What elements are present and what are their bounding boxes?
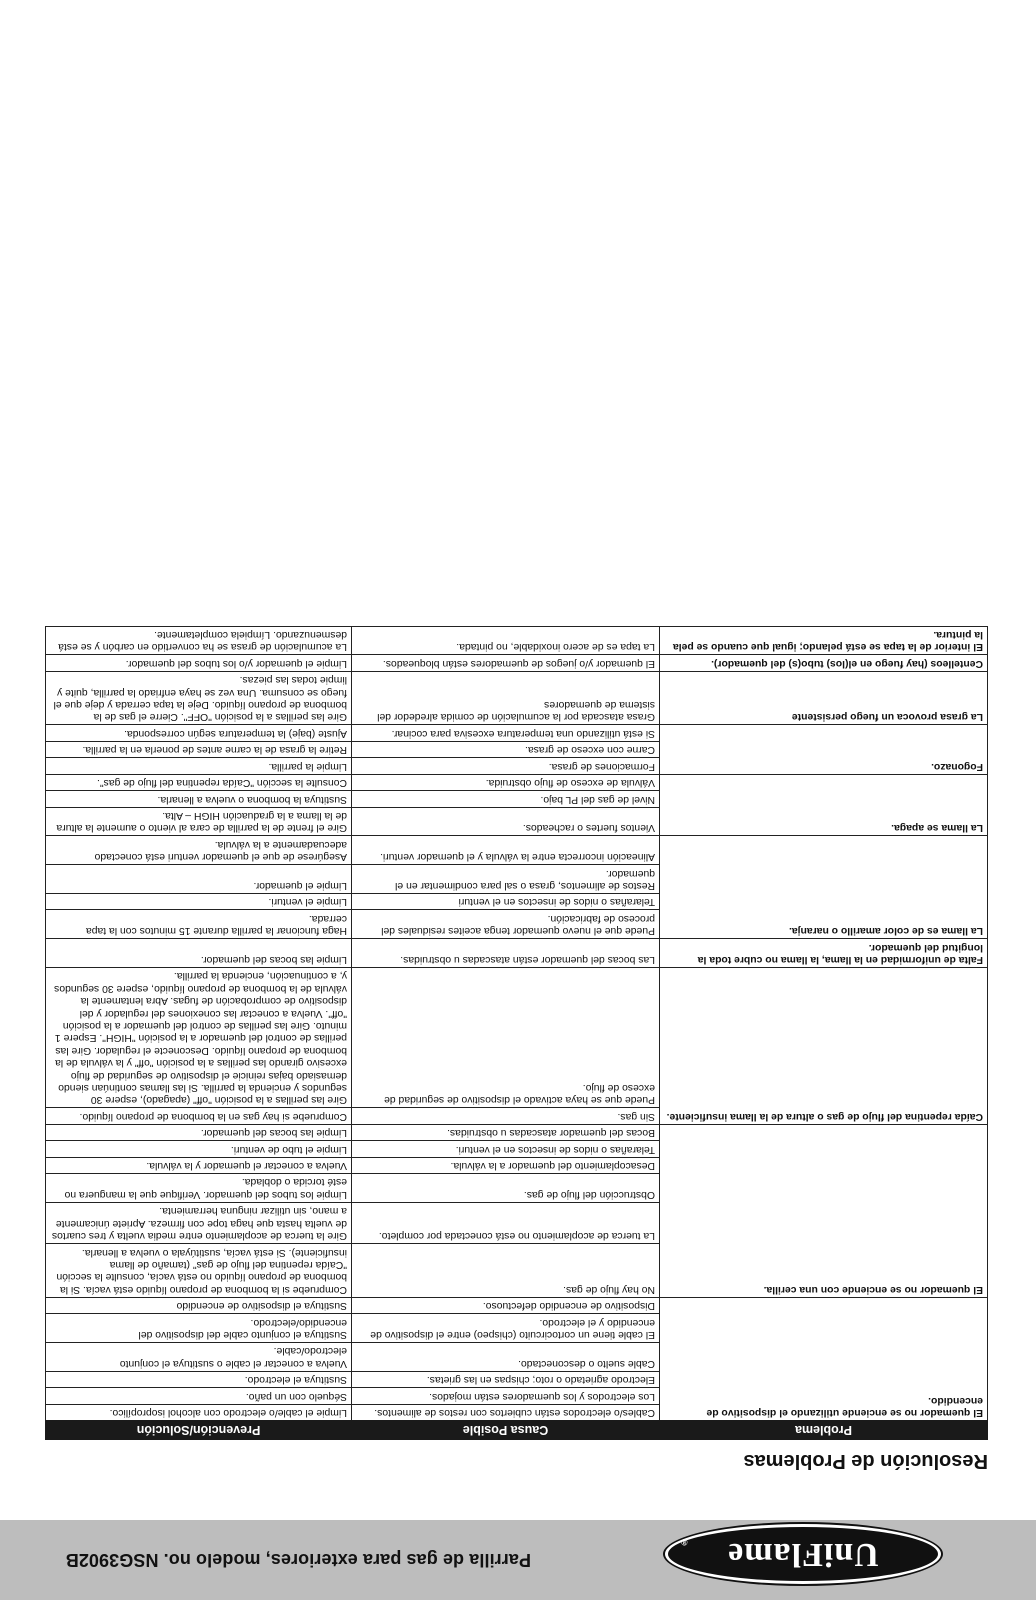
table-row	[46, 671, 988, 725]
solution-cell: Limpie los tubos del quemador. Verifique que la manguera no esté torcida o doblada.	[46, 1174, 352, 1203]
solution-cell: Limpie el quemador.	[46, 865, 352, 894]
troubleshooting-table	[45, 626, 988, 1440]
column-header-cause: Causa Posible	[352, 1421, 660, 1440]
solution-cell: Retire la grasa de la carne antes de ponerla en la parrilla.	[46, 741, 352, 757]
cause-cell: Puede que el nuevo quemador tenga aceites residuales del proceso de fabricación.	[352, 910, 660, 939]
table-row	[46, 1108, 988, 1124]
troubleshooting-table-container	[46, 626, 988, 1440]
table-row	[46, 1404, 988, 1420]
cause-cell: Válvula de exceso de flujo obstruida.	[352, 774, 660, 790]
problem-cell: La llama se apaga.	[660, 774, 988, 836]
table-row	[46, 655, 988, 671]
header-band	[0, 1520, 1036, 1600]
cause-cell: Carne con exceso de grasa.	[352, 741, 660, 757]
solution-cell: Limpie el cable/o electrodo con alcohol isopropílico.	[46, 1404, 352, 1420]
cause-cell: La tuerca de acoplamiento no está conectada por completo.	[352, 1202, 660, 1243]
uniflame-logo: UniFlame ®	[665, 1524, 941, 1584]
solution-cell: Vuelva a conectar el cable o sustituya el conjunto electrodo/cable.	[46, 1342, 352, 1371]
cause-cell: El quemador y/o juegos de quemadores están bloqueados.	[352, 655, 660, 671]
cause-cell: Bocas del quemador atascadas u obstruidas.	[352, 1124, 660, 1140]
cause-cell: El cable tiene un cortocircuito (chispeo) entre el dispositivo de encendido y el electrodo.	[352, 1314, 660, 1343]
solution-cell: Gire las perillas a la posición "off" (apagado), espere 30 segundos y encienda la parrilla. Si las llamas continúan siendo demasiado bajas reinicie el dispositivo de seguridad de flujo excesivo girando las perillas a la posición "off" y la válvula de la bombona de propano líquido. Desconecte el regulador. Gire las perillas de control del quemador a la posición "HIGH". Espere 1 minuto. Gire las perillas de control del quemador a la posición "off". Vuelva a conectar las conexiones del regulador y del dispositivo de comprobación de fugas. Abra lentamente la válvula de la bombona de propano líquido, espere 30 segundos y, a continuación, encienda la parrilla.	[46, 968, 352, 1108]
header-title: Parrilla de gas para exteriores, modelo no. NSG3902B	[65, 1550, 531, 1570]
table-row	[46, 807, 988, 836]
cause-cell: Grasa atascada por la acumulación de comida alrededor del sistema de quemadores	[352, 671, 660, 725]
problem-cell: El interior de la tapa se está pelando; igual que cuando se pela la pintura.	[660, 626, 988, 655]
cause-cell: Puede que se haya activado el dispositivo de seguridad de exceso de flujo.	[352, 968, 660, 1108]
cause-cell: Cable suelto o desconectado.	[352, 1342, 660, 1371]
solution-cell: Gire las perillas a la posición "OFF". Cierre el gas de la bombona de propano líquido. Deje la tapa cerrada y deje que el fuego se consuma. Una vez se haya enfriado la parrilla, quite y limpie todas las piezas.	[46, 671, 352, 725]
cause-cell: Las bocas del quemador están atascadas u obstruidas.	[352, 939, 660, 968]
table-row	[46, 939, 988, 968]
solution-cell: Limpie el venturi.	[46, 893, 352, 909]
cause-cell: Formaciones de grasa.	[352, 758, 660, 774]
problem-cell: La grasa provoca un fuego persistente	[660, 671, 988, 725]
problem-cell: Fogonazo.	[660, 725, 988, 774]
cause-cell: Telarañas o nidos de insectos en el venturi	[352, 893, 660, 909]
problem-cell: Falta de uniformidad en la llama, la llama no cubre toda la longitud del quemador.	[660, 939, 988, 968]
solution-cell: Sustituya la bombona o vuelva a llenarla.	[46, 791, 352, 807]
problem-cell: El quemador no se enciende con una cerilla.	[660, 1124, 988, 1297]
cause-cell: Vientos fuertes o racheados.	[352, 807, 660, 836]
column-header-problem: Problema	[660, 1421, 988, 1440]
solution-cell: Vuelva a conectar el quemador y la válvula.	[46, 1157, 352, 1173]
section-title: Resolución de Problemas	[743, 1450, 988, 1472]
table-row	[46, 626, 988, 655]
cause-cell: Restos de alimentos, grasa o sal para condimentar en el quemador.	[352, 865, 660, 894]
column-header-solution: Prevención/Solución	[46, 1421, 352, 1440]
cause-cell: Los electrodos y los quemadores están mojados.	[352, 1388, 660, 1404]
cause-cell: Electrodo agrietado o roto; chispas en las grietas.	[352, 1371, 660, 1387]
problem-cell: El quemador no se enciende utilizando el dispositivo de encendido.	[660, 1297, 988, 1420]
solution-cell: Compruebe si la bombona de propano líquido está vacía. Si la bombona de propano líquido no está vacía, consulte la sección "Caída repentina del flujo de gas" (tamaño de llama insuficiente). Si está vacía, sustitúyala o vuelva a llenarla.	[46, 1244, 352, 1298]
cause-cell: Sin gas.	[352, 1108, 660, 1124]
table-row	[46, 1244, 988, 1298]
solution-cell: Limpie la parrilla.	[46, 758, 352, 774]
solution-cell: La acumulación de grasa se ha convertido en carbón y se está desmenuzando. Límpiela completamente.	[46, 626, 352, 655]
solution-cell: Limpie las bocas del quemador.	[46, 939, 352, 968]
table-row	[46, 910, 988, 939]
solution-cell: Sustituya el conjunto cable del dispositivo del encendido/electrodo.	[46, 1314, 352, 1343]
solution-cell: Gire el frente de la parrilla de cara al viento o aumente la altura de la llama a la graduación HIGH – Alta.	[46, 807, 352, 836]
solution-cell: Sustituya el electrodo.	[46, 1371, 352, 1387]
solution-cell: Asegúrese de que el quemador venturi está conectado adecuadamente a la válvula.	[46, 836, 352, 865]
solution-cell: Gire la tuerca de acoplamiento entre media vuelta y tres cuartos de vuelta hasta que haga tope con firmeza. Apriete únicamente a mano, sin utilizar ninguna herramienta.	[46, 1202, 352, 1243]
cause-cell: Nivel de gas del PL bajo.	[352, 791, 660, 807]
problem-cell: Caída repentina del flujo de gas o altura de la llama insuficiente.	[660, 968, 988, 1125]
solution-cell: Consulte la sección "Caída repentina del flujo de gas".	[46, 774, 352, 790]
cause-cell: No hay flujo de gas.	[352, 1244, 660, 1298]
brand-name: UniFlame	[727, 1536, 879, 1573]
cause-cell: Obstrucción del flujo de gas.	[352, 1174, 660, 1203]
solution-cell: Ajuste (baje) la temperatura según corresponda.	[46, 725, 352, 741]
cause-cell: La tapa es de acero inoxidable, no pintada.	[352, 626, 660, 655]
table-header-row	[46, 1421, 988, 1440]
solution-cell: Séquelo con un paño.	[46, 1388, 352, 1404]
cause-cell: Alineación incorrecta entre la válvula y el quemador venturi.	[352, 836, 660, 865]
table-row	[46, 758, 988, 774]
solution-cell: Compruebe si hay gas en la bombona de propano líquido.	[46, 1108, 352, 1124]
problem-cell: La llama es de color amarillo o naranja.	[660, 836, 988, 939]
solution-cell: Limpie las bocas del quemador.	[46, 1124, 352, 1140]
cause-cell: Desacoplamiento del quemador a la válvula.	[352, 1157, 660, 1173]
solution-cell: Limpie el quemador y/o los tubos del quemador.	[46, 655, 352, 671]
problem-cell: Centelleos (hay fuego en el(los) tubo(s) del quemador).	[660, 655, 988, 671]
table-body	[46, 626, 988, 1420]
cause-cell: Si está utilizando una temperatura excesiva para cocinar.	[352, 725, 660, 741]
solution-cell: Haga funcionar la parrilla durante 15 minutos con la tapa cerrada.	[46, 910, 352, 939]
solution-cell: Sustituya el dispositivo de encendido	[46, 1297, 352, 1313]
cause-cell: Telarañas o nidos de insectos en el venturi.	[352, 1141, 660, 1157]
solution-cell: Limpie el tubo de venturi.	[46, 1141, 352, 1157]
cause-cell: Dispositivo de encendido defectuoso.	[352, 1297, 660, 1313]
cause-cell: Cables/o electrodos están cubiertos con restos de alimentos.	[352, 1404, 660, 1420]
